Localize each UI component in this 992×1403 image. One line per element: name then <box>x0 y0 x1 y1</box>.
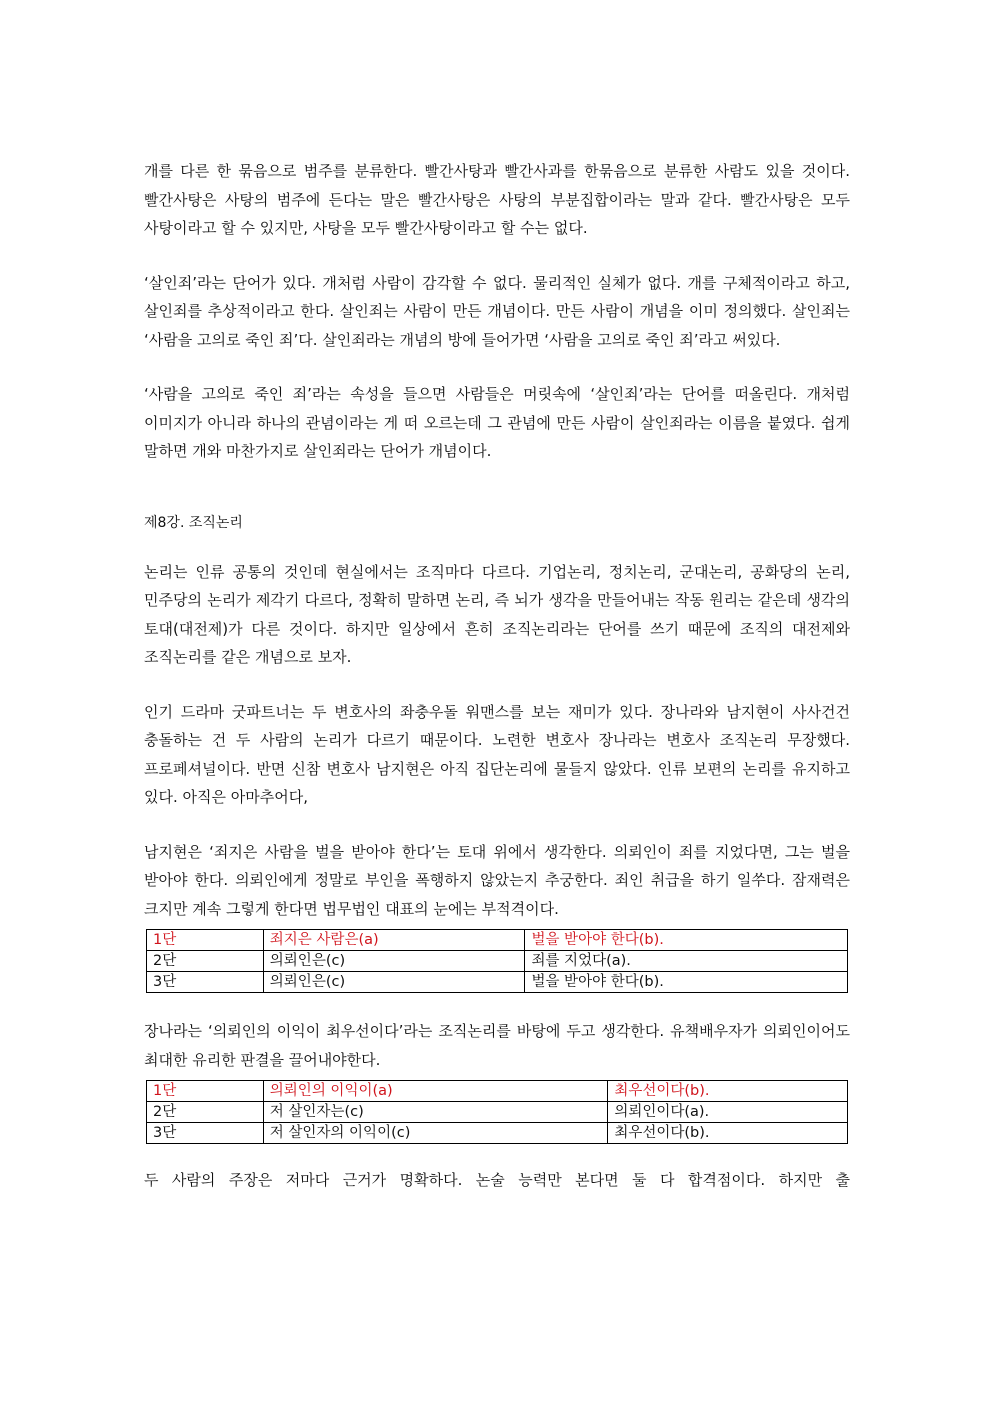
table-row <box>147 930 848 951</box>
table-cell-step: 3단 <box>147 972 264 993</box>
table-row <box>147 951 848 972</box>
paragraph-jang-nara: 장나라는 ‘의뢰인의 이익이 최우선이다’라는 조직논리를 바탕에 두고 생각한다. 유책배우자가 의뢰인이어도 최대한 유리한 판결을 끌어내야한다. <box>144 1022 850 1069</box>
table-cell-subject: 의뢰인은(c) <box>263 972 525 993</box>
table-cell-subject: 저 살인자는(c) <box>263 1102 608 1123</box>
table-cell-predicate: 의뢰인이다(a). <box>608 1102 848 1123</box>
table-cell-step: 2단 <box>147 951 264 972</box>
table-cell-subject: 의뢰인은(c) <box>263 951 525 972</box>
paragraph-organizational-logic: 논리는 인류 공통의 것인데 현실에서는 조직마다 다르다. 기업논리, 정치논리, 군대논리, 공화당의 논리, 민주당의 논리가 제각기 다르다, 정확히 말하면 논리, 즉 뇌가 생각을 만들어내는 작동 원리는 같은데 생각의 토대(대전제)가 다른 것이다. 하지만 일상에서 흔히 조직논리라는 단어를 쓰기 때문에 조직의 대전제와 조직논리를 같은 개념으로 보자. <box>144 562 850 666</box>
paragraph-murder-concept: ‘살인죄’라는 단어가 있다. 개처럼 사람이 감각할 수 없다. 물리적인 실체가 없다. 개를 구체적이라고 하고, 살인죄를 추상적이라고 한다. 살인죄는 사람이 만든 개념이다. 만든 사람이 개념을 이미 정의했다. 살인죄는 ‘사람을 고의로 죽인 죄’다. 살인죄라는 개념의 방에 들어가면 ‘사람을 고의로 죽인 죄’라고 써있다. <box>144 273 850 349</box>
section-heading: 제8강. 조직논리 <box>144 514 243 531</box>
paragraph-nam-jihyun: 남지현은 ‘죄지은 사람을 벌을 받아야 한다’는 토대 위에서 생각한다. 의뢰인이 죄를 지었다면, 그는 벌을 받아야 한다. 의뢰인에게 정말로 부인을 폭행하지 않았는지 추궁한다. 죄인 취급을 하기 일쑤다. 잠재력은 크지만 계속 그렇게 한다면 법무법인 대표의 눈에는 부적격이다. <box>144 842 850 918</box>
table-cell-subject: 의뢰인의 이익이(a) <box>263 1081 608 1102</box>
table-cell-predicate: 죄를 지었다(a). <box>525 951 848 972</box>
paragraph-conclusion: 두 사람의 주장은 저마다 근거가 명확하다. 논술 능력만 본다면 둘 다 합격점이다. 하지만 출 <box>144 1171 850 1189</box>
table-cell-subject: 죄지은 사람은(a) <box>263 930 525 951</box>
table-cell-predicate: 벌을 받아야 한다(b). <box>525 972 848 993</box>
paragraph-good-partner: 인기 드라마 굿파트너는 두 변호사의 좌충우돌 워맨스를 보는 재미가 있다. 장나라와 남지현이 사사건건 충돌하는 건 두 사람의 논리가 다르기 때문이다. 노련한 변호사 장나라는 변호사 조직논리 무장했다. 프로페셔널이다. 반면 신참 변호사 남지현은 아직 집단논리에 물들지 않았다. 인류 보편의 논리를 유지하고 있다. 아직은 아마추어다, <box>144 702 850 806</box>
table-row <box>147 972 848 993</box>
table-row <box>147 1123 848 1144</box>
table-cell-step: 1단 <box>147 930 264 951</box>
table-cell-step: 1단 <box>147 1081 264 1102</box>
table-row <box>147 1102 848 1123</box>
document-page <box>144 157 850 1221</box>
syllogism-table-2 <box>146 1080 848 1144</box>
paragraph-murder-idea: ‘사람을 고의로 죽인 죄’라는 속성을 들으면 사람들은 머릿속에 ‘살인죄’라는 단어를 떠올린다. 개처럼 이미지가 아니라 하나의 관념이라는 게 떠 오르는데 그 관념에 만든 사람이 살인죄라는 이름을 붙였다. 쉽게 말하면 개와 마찬가지로 살인죄라는 단어가 개념이다. <box>144 385 850 460</box>
table-cell-step: 2단 <box>147 1102 264 1123</box>
paragraph-categories: 개를 다른 한 묶음으로 범주를 분류한다. 빨간사탕과 빨간사과를 한묶음으로 분류한 사람도 있을 것이다. 빨간사탕은 사탕의 범주에 든다는 말은 빨간사탕은 사탕의 부분집합이라는 말과 같다. 빨간사탕은 모두 사탕이라고 할 수 있지만, 사탕을 모두 빨간사탕이라고 할 수는 없다. <box>144 162 850 237</box>
table-cell-subject: 저 살인자의 이익이(c) <box>263 1123 608 1144</box>
table-cell-predicate: 최우선이다(b). <box>608 1123 848 1144</box>
table-cell-predicate: 최우선이다(b). <box>608 1081 848 1102</box>
syllogism-table-1 <box>146 929 848 993</box>
table-cell-step: 3단 <box>147 1123 264 1144</box>
table-row <box>147 1081 848 1102</box>
table-cell-predicate: 벌을 받아야 한다(b). <box>525 930 848 951</box>
